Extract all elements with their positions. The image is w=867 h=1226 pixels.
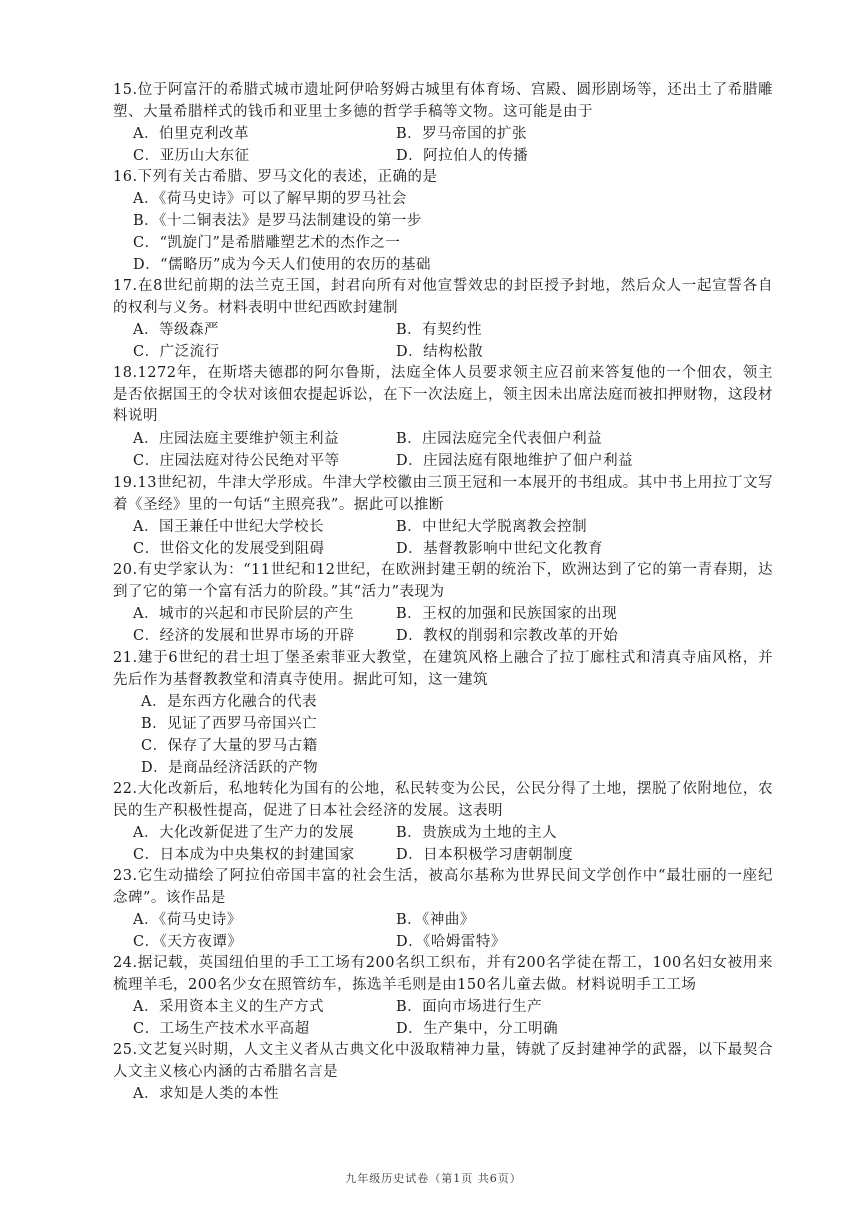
option-c: C．庄园法庭对待公民绝对平等 <box>133 453 340 469</box>
option-b: B．有契约性 <box>396 322 483 338</box>
option-c: C．广泛流行 <box>133 344 220 360</box>
option-a: A．《荷马史诗》 <box>133 912 242 928</box>
option-b: B．罗马帝国的扩张 <box>396 126 528 142</box>
question-stem: 25.文艺复兴时期，人文主义者从古典文化中汲取精神力量，铸就了反封建神学的武器，以下最契合人文主义核心内涵的古希腊名言是 <box>113 1042 773 1080</box>
question-stem: 20.有史学家认为：“11世纪和12世纪，在欧洲封建王朝的统治下，欧洲达到了它的第一青春期，达到了它的第一个富有活力的阶段。”其“活力”表现为 <box>113 562 773 600</box>
option-c: C．“凯旋门”是希腊雕塑艺术的杰作之一 <box>133 235 401 251</box>
option-d: D．教权的削弱和宗教改革的开始 <box>396 628 619 644</box>
option-d: D．阿拉伯人的传播 <box>396 148 529 164</box>
question-stem: 21.建于6世纪的君士坦丁堡圣索菲亚大教堂，在建筑风格上融合了拉丁廊柱式和清真寺庙风格，并先后作为基督教教堂和清真寺使用。据此可知，这一建筑 <box>113 650 773 688</box>
option-d: D．生产集中，分工明确 <box>396 1021 559 1037</box>
question-stem: 16.下列有关古希腊、罗马文化的表述，正确的是 <box>113 169 438 185</box>
option-b: B．庄园法庭完全代表佃户利益 <box>396 431 603 447</box>
question-24 <box>113 953 773 1037</box>
question-18 <box>113 363 773 469</box>
question-23 <box>113 866 773 950</box>
option-a: A．国王兼任中世纪大学校长 <box>133 519 324 535</box>
option-b: B．面向市场进行生产 <box>396 999 543 1015</box>
option-b: B．《神曲》 <box>396 912 475 928</box>
option-a: A．等级森严 <box>133 322 219 338</box>
option-a: A．是东西方化融合的代表 <box>141 694 317 710</box>
question-stem: 18.1272年，在斯塔夫德郡的阿尔鲁斯，法庭全体人员要求领主应召前来答复他的一个佃农，领主是否依据国王的令状对该佃农提起诉讼，在下一次法庭上，领主因未出席法庭而被扣押财物，这段材料说明 <box>113 365 773 424</box>
option-a: A．庄园法庭主要维护领主利益 <box>133 431 339 447</box>
option-d: D．庄园法庭有限地维护了佃户利益 <box>396 453 634 469</box>
option-c: C．《天方夜谭》 <box>133 934 243 950</box>
option-a: A．大化改新促进了生产力的发展 <box>133 825 354 841</box>
question-17 <box>113 276 773 360</box>
question-19 <box>113 473 773 557</box>
option-c: C．工场生产技术水平高超 <box>133 1021 310 1037</box>
option-a: A．采用资本主义的生产方式 <box>133 999 324 1015</box>
page-footer: 九年级历史试卷（第1页 共6页） <box>345 1172 522 1185</box>
question-stem: 23.它生动描绘了阿拉伯帝国丰富的社会生活，被高尔基称为世界民间文学创作中“最壮丽的一座纪念碑”。该作品是 <box>113 868 773 906</box>
option-b: B．《十二铜表法》是罗马法制建设的第一步 <box>133 213 422 229</box>
option-c: C．世俗文化的发展受到阻碍 <box>133 541 325 557</box>
option-c: C．亚历山大东征 <box>133 148 250 164</box>
option-a: A．伯里克利改革 <box>133 126 249 142</box>
option-b: B．贵族成为土地的主人 <box>396 825 558 841</box>
option-b: B．王权的加强和民族国家的出现 <box>396 606 618 622</box>
option-d: D．基督教影响中世纪文化教育 <box>396 541 604 557</box>
option-a: A．《荷马史诗》可以了解早期的罗马社会 <box>133 191 407 207</box>
question-stem: 15.位于阿富汗的希腊式城市遗址阿伊哈努姆古城里有体育场、宫殿、圆形剧场等，还出土了希腊雕塑、大量希腊样式的钱币和亚里士多德的哲学手稿等文物。这可能是由于 <box>113 82 773 120</box>
question-stem: 19.13世纪初，牛津大学形成。牛津大学校徽由三顶王冠和一本展开的书组成。其中书上用拉丁文写着《圣经》里的一句话“主照亮我”。据此可以推断 <box>113 475 773 513</box>
question-stem: 22.大化改新后，私地转化为国有的公地，私民转变为公民，公民分得了土地，摆脱了依附地位，农民的生产积极性提高，促进了日本社会经济的发展。这表明 <box>113 781 773 819</box>
option-c: C．保存了大量的罗马古籍 <box>141 738 318 754</box>
option-c: C．日本成为中央集权的封建国家 <box>133 847 355 863</box>
question-stem: 17.在8世纪前期的法兰克王国，封君向所有对他宣誓效忠的封臣授予封地，然后众人一起宣誓各自的权利与义务。材料表明中世纪西欧封建制 <box>113 278 773 316</box>
option-d: D．是商品经济活跃的产物 <box>141 760 319 776</box>
question-16 <box>113 167 773 273</box>
question-21 <box>113 648 773 776</box>
question-22 <box>113 779 773 863</box>
question-15 <box>113 80 773 164</box>
question-stem: 24.据记载，英国纽伯里的手工工场有200名织工织布，并有200名学徒在帮工，100名妇女被用来梳理羊毛，200名少女在照管纺车，拣选羊毛则是由150名儿童去做。材料说明手工工场 <box>113 955 773 993</box>
option-d: D．日本积极学习唐朝制度 <box>396 847 574 863</box>
question-20 <box>113 560 773 644</box>
option-b: B．中世纪大学脱离教会控制 <box>396 519 588 535</box>
option-a: A．城市的兴起和市民阶层的产生 <box>133 606 354 622</box>
option-d: D．“儒略历”成为今天人们使用的农历的基础 <box>133 257 431 273</box>
option-d: D．结构松散 <box>396 344 484 360</box>
option-c: C．经济的发展和世界市场的开辟 <box>133 628 355 644</box>
option-b: B．见证了西罗马帝国兴亡 <box>141 716 318 732</box>
option-a: A．求知是人类的本性 <box>133 1086 279 1102</box>
question-25 <box>113 1040 773 1102</box>
option-d: D．《哈姆雷特》 <box>396 934 506 950</box>
